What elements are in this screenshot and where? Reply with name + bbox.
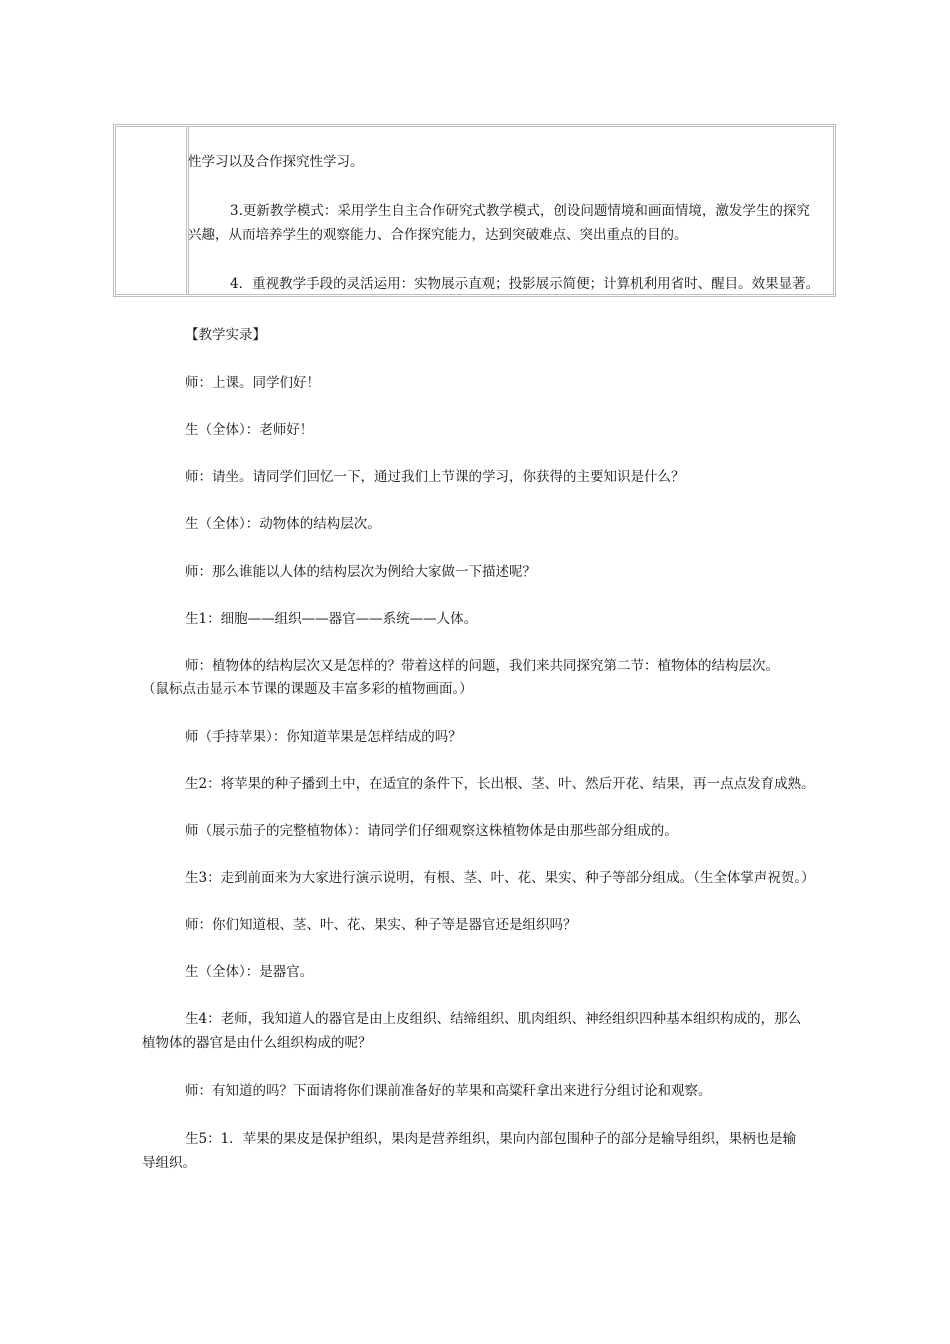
box-item-3-line-1: 3.更新教学模式：采用学生自主合作研究式教学模式，创设问题情境和画面情境，激发学生的探究 (230, 203, 810, 219)
dialogue-line: 师：上课。同学们好！ (185, 375, 320, 391)
dialogue-line: 师：植物体的结构层次又是怎样的？带着这样的问题，我们来共同探究第二节：植物体的结构层次。 (185, 658, 779, 674)
box-item-3-line-2: 兴趣，从而培养学生的观察能力、合作探究能力，达到突破难点、突出重点的目的。 (188, 227, 688, 243)
dialogue-line: 生4：老师，我知道人的器官是由上皮组织、结缔组织、肌肉组织、神经组织四种基本组织构成的，那么 (185, 1011, 802, 1027)
dialogue-line: 师（展示茄子的完整植物体）：请同学们仔细观察这株植物体是由那些部分组成的。 (185, 823, 678, 839)
dialogue-line: 生5：1．苹果的果皮是保护组织，果肉是营养组织，果向内部包围种子的部分是输导组织，果柄也是输 (185, 1131, 797, 1147)
dialogue-line: 生（全体）：动物体的结构层次。 (185, 516, 381, 532)
dialogue-line: 师：请坐。请同学们回忆一下，通过我们上节课的学习，你获得的主要知识是什么？ (185, 469, 685, 485)
dialogue-line: 生（全体）：是器官。 (185, 964, 314, 980)
section-heading: 【教学实录】 (185, 327, 266, 343)
box-item-4: 4．重视教学手段的灵活运用：实物展示直观；投影展示简便；计算机利用省时、醒目。效果显著。 (230, 276, 820, 292)
dialogue-line: 生2：将苹果的种子播到土中，在适宜的条件下，长出根、茎、叶、然后开花、结果，再一点点发育成熟。 (185, 776, 815, 792)
box-line-1: 性学习以及合作探究性学习。 (188, 154, 364, 170)
dialogue-line-continued: 导组织。 (142, 1155, 196, 1171)
dialogue-line: 师（手持苹果）：你知道苹果是怎样结成的吗？ (185, 729, 462, 745)
dialogue-line-continued: （鼠标点击显示本节课的课题及丰富多彩的植物画面。） (142, 681, 473, 697)
dialogue-line: 师：你们知道根、茎、叶、花、果实、种子等是器官还是组织吗？ (185, 917, 577, 933)
dialogue-line: 生3：走到前面来为大家进行演示说明，有根、茎、叶、花、果实、种子等部分组成。（生全体掌声祝贺。） (185, 870, 815, 886)
dialogue-line: 师：有知道的吗？下面请将你们课前准备好的苹果和高粱秆拿出来进行分组讨论和观察。 (185, 1083, 712, 1099)
dialogue-line-continued: 植物体的器官是由什么组织构成的呢？ (142, 1035, 372, 1051)
dialogue-line: 生（全体）：老师好！ (185, 422, 314, 438)
dialogue-line: 师：那么谁能以人体的结构层次为例给大家做一下描述呢？ (185, 564, 536, 580)
dialogue-line: 生1：细胞——组织——器官——系统——人体。 (185, 611, 478, 627)
